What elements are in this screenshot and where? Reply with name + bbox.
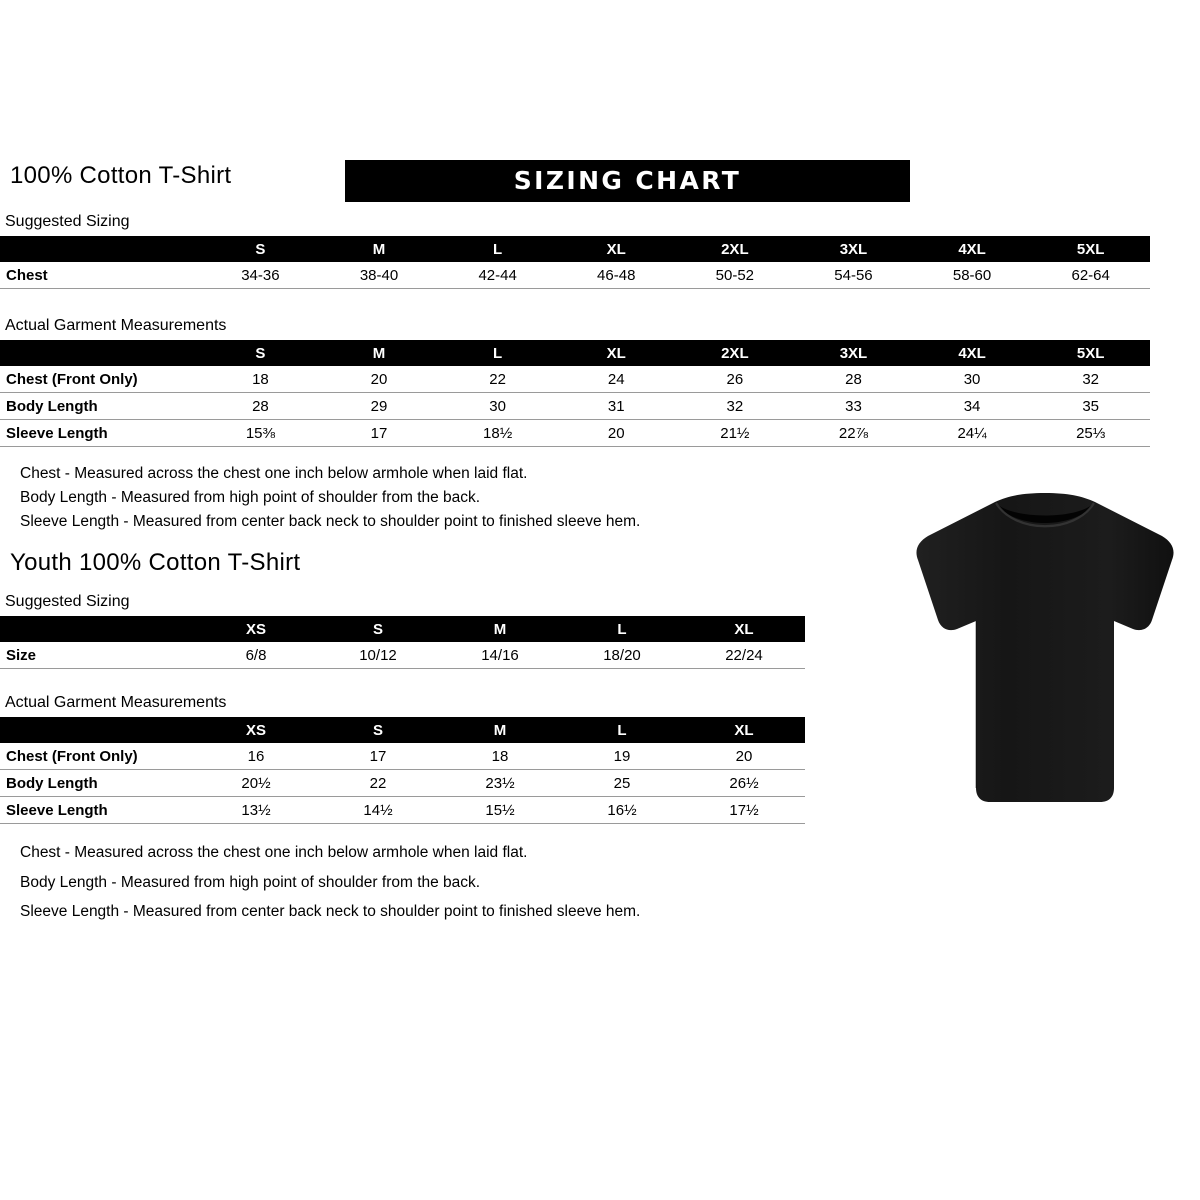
cell: 20 — [320, 366, 439, 393]
cell: 15½ — [439, 797, 561, 824]
cell: 28 — [201, 393, 320, 420]
table-header-row — [0, 340, 1150, 366]
col-header — [0, 340, 201, 366]
adult-suggested-label: Suggested Sizing — [5, 213, 130, 230]
adult-note-body-length: Body Length - Measured from high point of shoulder from the back. — [20, 489, 481, 506]
table-row — [0, 262, 1150, 289]
col-header: XS — [245, 620, 266, 638]
cell: 38-40 — [320, 262, 439, 289]
adult-suggested-table — [0, 236, 1150, 289]
youth-suggested-table — [0, 616, 805, 669]
col-header: XS — [245, 721, 266, 739]
cell: 62-64 — [1031, 262, 1150, 289]
cell: 23½ — [439, 770, 561, 797]
col-header: XL — [734, 620, 754, 638]
cell: 18 — [201, 366, 320, 393]
youth-note-chest: Chest - Measured across the chest one inch below armhole when laid flat. — [20, 844, 528, 861]
row-label: Chest (Front Only) — [0, 743, 195, 770]
cell: 33 — [794, 393, 913, 420]
cell: 16½ — [561, 797, 683, 824]
col-header: L — [493, 344, 503, 362]
sizing-chart-banner — [345, 160, 910, 202]
cell: 25 — [561, 770, 683, 797]
col-header: S — [255, 344, 266, 362]
cell: 18 — [439, 743, 561, 770]
cell: 26 — [676, 366, 795, 393]
row-label: Body Length — [0, 393, 201, 420]
cell: 20 — [683, 743, 805, 770]
row-label: Sleeve Length — [0, 420, 201, 447]
cell: 42-44 — [438, 262, 557, 289]
table-row — [0, 420, 1150, 447]
cell: 29 — [320, 393, 439, 420]
table-row — [0, 743, 805, 770]
cell: 32 — [1031, 366, 1150, 393]
col-header: S — [255, 240, 266, 258]
cell: 21½ — [676, 420, 795, 447]
cell: 34-36 — [201, 262, 320, 289]
cell: 22 — [438, 366, 557, 393]
row-label: Size — [0, 642, 195, 669]
cell: 19 — [561, 743, 683, 770]
cell: 14/16 — [439, 642, 561, 669]
col-header: XL — [606, 240, 626, 258]
col-header — [0, 616, 195, 642]
cell: 24¼ — [913, 420, 1032, 447]
cell: 24 — [557, 366, 676, 393]
cell: 32 — [676, 393, 795, 420]
adult-section-title: 100% Cotton T-Shirt — [10, 162, 232, 189]
col-header: S — [372, 620, 383, 638]
youth-suggested-label: Suggested Sizing — [5, 593, 130, 610]
cell: 20 — [557, 420, 676, 447]
row-label: Chest (Front Only) — [0, 366, 201, 393]
table-row — [0, 770, 805, 797]
adult-note-chest: Chest - Measured across the chest one inch below armhole when laid flat. — [20, 465, 528, 482]
cell: 22 — [317, 770, 439, 797]
adult-note-sleeve-length: Sleeve Length - Measured from center back neck to shoulder point to finished sleeve hem. — [20, 513, 641, 530]
col-header: 2XL — [721, 344, 749, 362]
adult-title-row — [10, 160, 910, 204]
youth-note-body-length: Body Length - Measured from high point of shoulder from the back. — [20, 874, 481, 891]
col-header: S — [372, 721, 383, 739]
row-label: Chest — [0, 262, 201, 289]
youth-section-title: Youth 100% Cotton T-Shirt — [10, 549, 301, 576]
col-header — [0, 236, 201, 262]
cell: 28 — [794, 366, 913, 393]
cell: 14½ — [317, 797, 439, 824]
cell: 22⅞ — [794, 420, 913, 447]
table-header-row — [0, 236, 1150, 262]
table-row — [0, 642, 805, 669]
cell: 17½ — [683, 797, 805, 824]
youth-actual-table — [0, 717, 805, 824]
cell: 30 — [913, 366, 1032, 393]
cell: 35 — [1031, 393, 1150, 420]
row-label: Body Length — [0, 770, 195, 797]
cell: 50-52 — [676, 262, 795, 289]
col-header — [0, 717, 195, 743]
col-header: M — [493, 620, 507, 638]
cell: 20½ — [195, 770, 317, 797]
cell: 34 — [913, 393, 1032, 420]
table-row — [0, 393, 1150, 420]
col-header: L — [493, 240, 503, 258]
cell: 58-60 — [913, 262, 1032, 289]
cell: 18½ — [438, 420, 557, 447]
cell: 16 — [195, 743, 317, 770]
row-label: Sleeve Length — [0, 797, 195, 824]
col-header: M — [372, 344, 386, 362]
table-header-row — [0, 717, 805, 743]
col-header: XL — [606, 344, 626, 362]
cell: 54-56 — [794, 262, 913, 289]
cell: 18/20 — [561, 642, 683, 669]
col-header: L — [617, 620, 627, 638]
col-header: 5XL — [1076, 240, 1105, 258]
table-row — [0, 366, 1150, 393]
cell: 17 — [320, 420, 439, 447]
table-row — [0, 797, 805, 824]
cell: 13½ — [195, 797, 317, 824]
cell: 30 — [438, 393, 557, 420]
col-header: M — [372, 240, 386, 258]
cell: 17 — [317, 743, 439, 770]
col-header: 2XL — [721, 240, 749, 258]
cell: 26½ — [683, 770, 805, 797]
cell: 6/8 — [195, 642, 317, 669]
col-header: 3XL — [839, 240, 868, 258]
adult-actual-label: Actual Garment Measurements — [5, 317, 227, 334]
col-header: 4XL — [958, 240, 986, 258]
table-header-row — [0, 616, 805, 642]
youth-note-sleeve-length: Sleeve Length - Measured from center back neck to shoulder point to finished sleeve hem. — [20, 903, 641, 920]
cell: 15⅜ — [201, 420, 320, 447]
youth-actual-label: Actual Garment Measurements — [5, 694, 227, 711]
sizing-chart-banner-label: SIZING CHART — [513, 166, 742, 195]
col-header: 4XL — [958, 344, 986, 362]
tshirt-illustration — [900, 490, 1190, 810]
col-header: 3XL — [839, 344, 868, 362]
col-header: M — [493, 721, 507, 739]
cell: 10/12 — [317, 642, 439, 669]
cell: 31 — [557, 393, 676, 420]
cell: 25⅓ — [1031, 420, 1150, 447]
adult-actual-table — [0, 340, 1150, 447]
col-header: 5XL — [1076, 344, 1105, 362]
col-header: XL — [734, 721, 754, 739]
col-header: L — [617, 721, 627, 739]
cell: 22/24 — [683, 642, 805, 669]
cell: 46-48 — [557, 262, 676, 289]
